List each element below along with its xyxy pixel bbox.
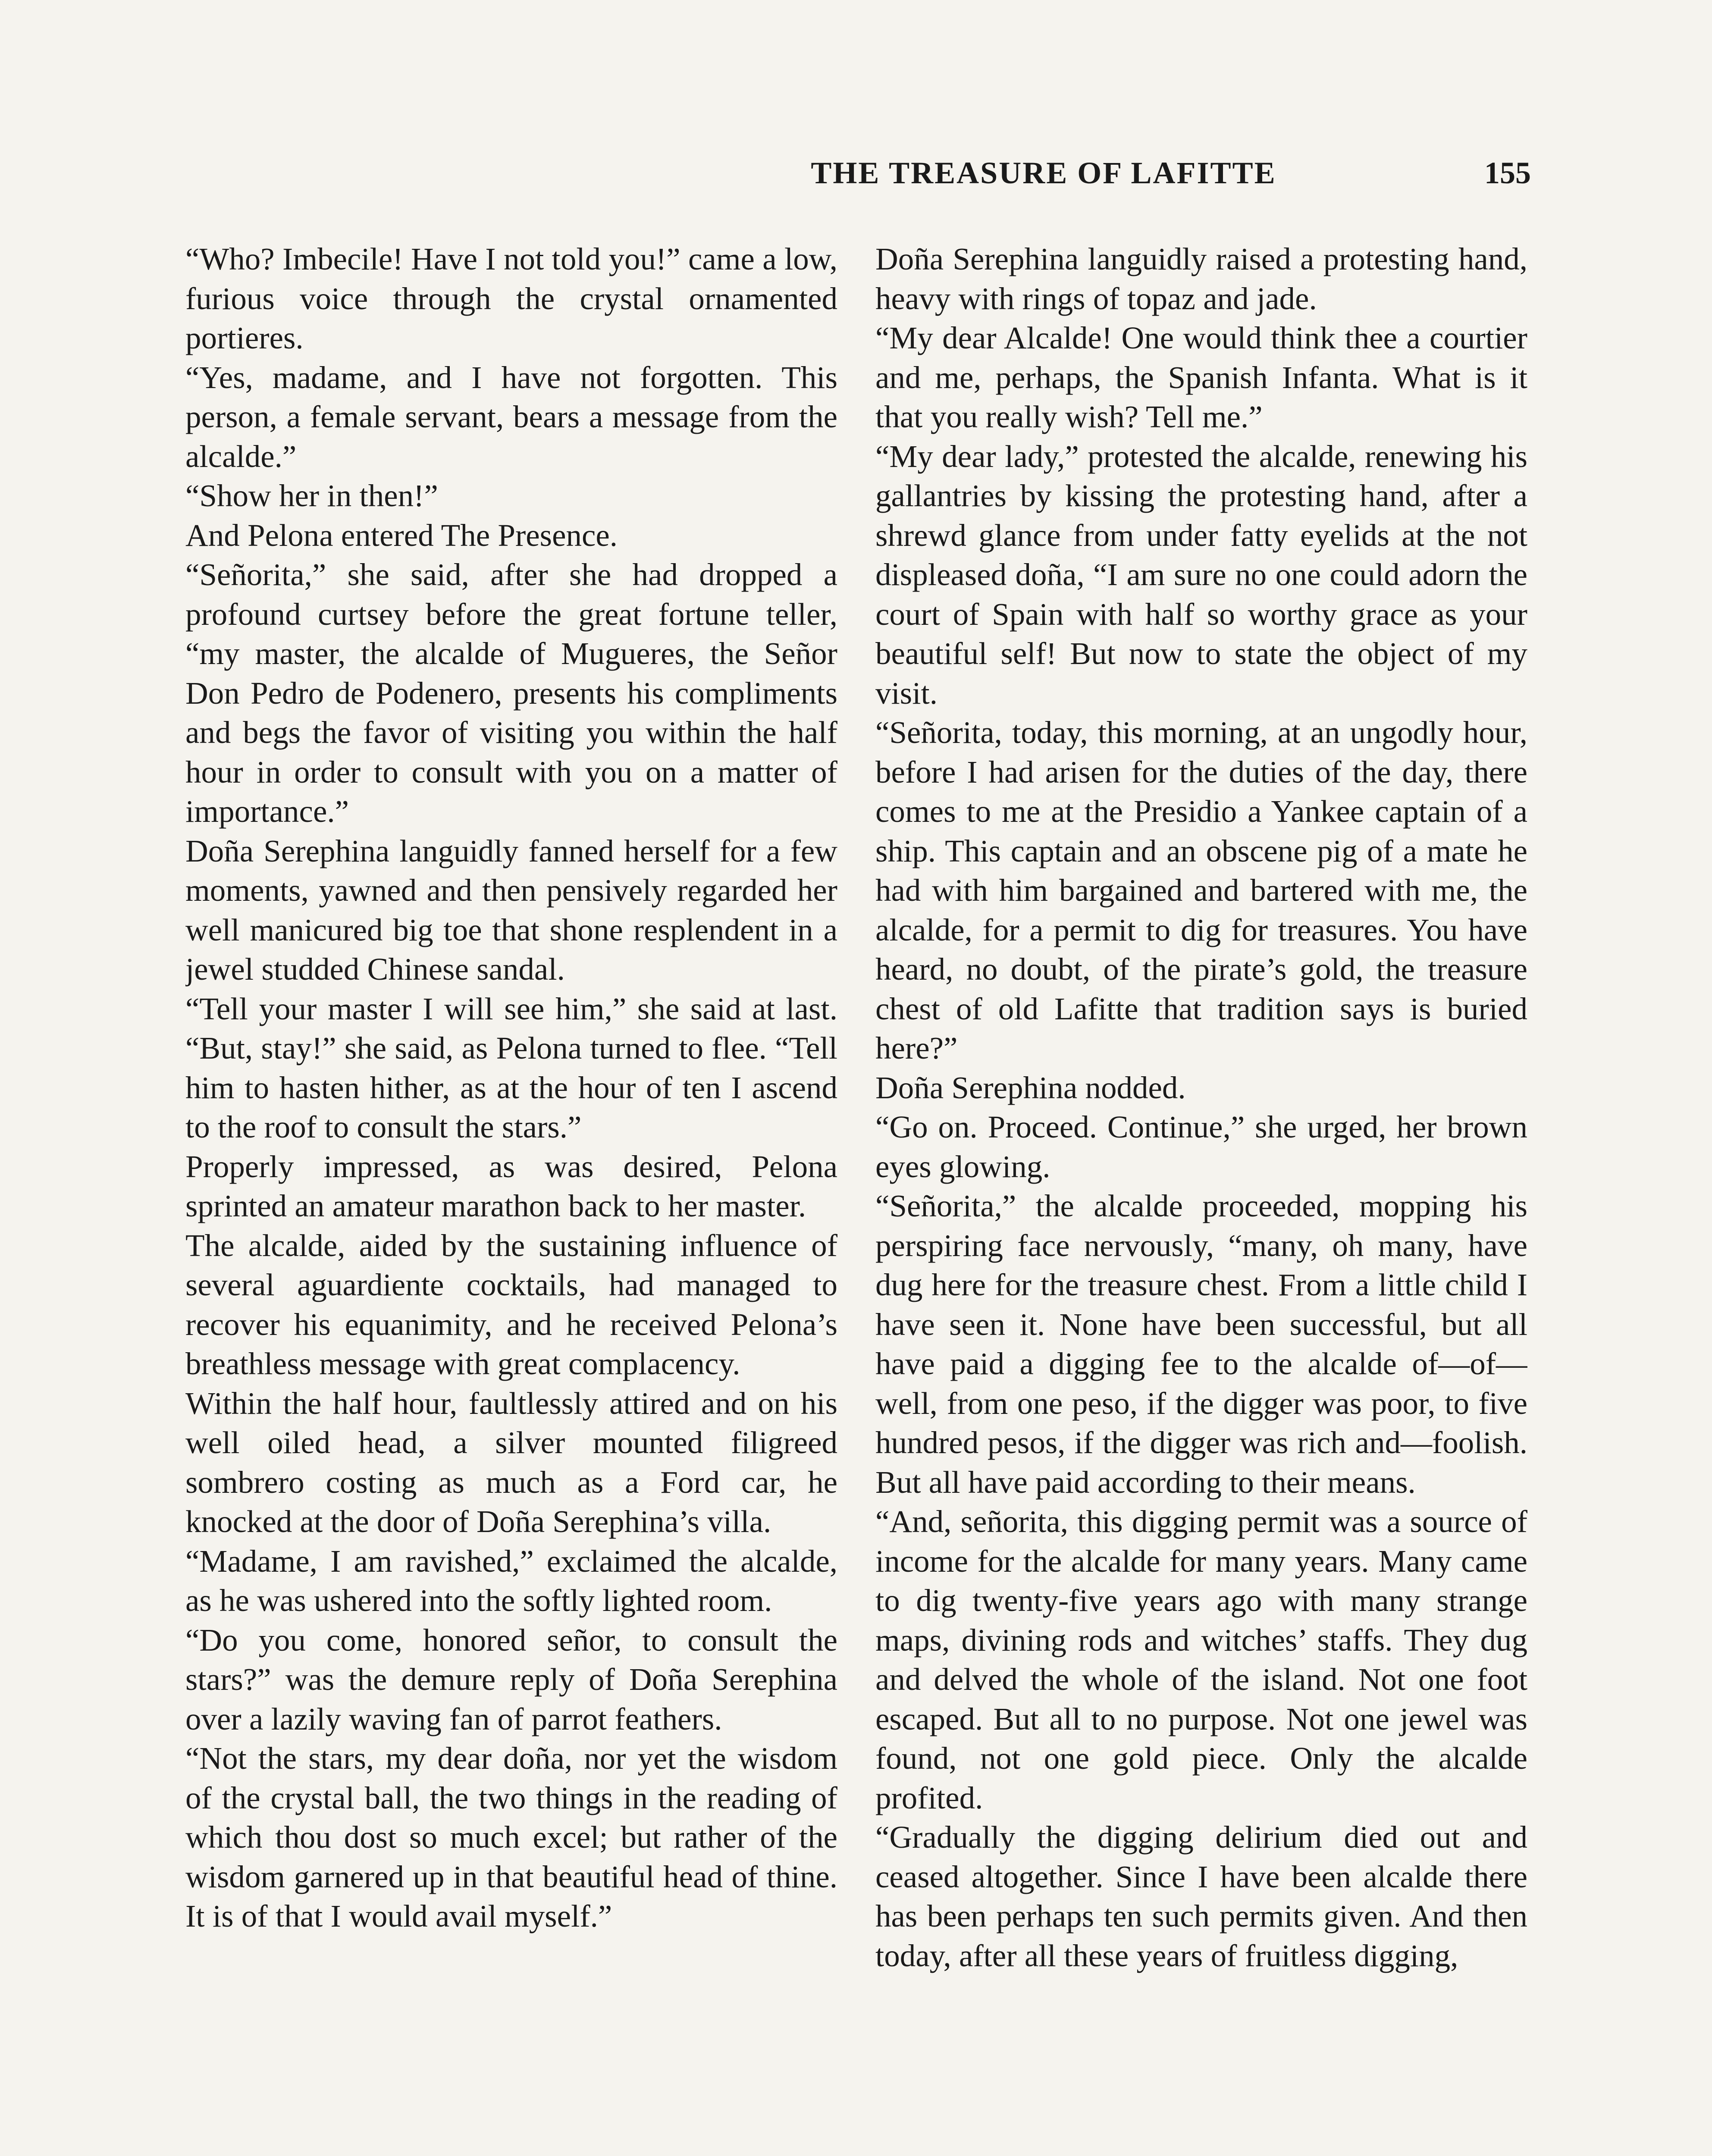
paragraph: “Not the stars, my dear doña, nor yet the wisdom of the crystal ball, the two things in the reading of which thou dost so much excel; but rather of the wisdom garnered up in that beautiful head of thine. It is of that I would avail myself.” — [185, 1741, 837, 1934]
paragraph: “My dear Alcalde! One would think thee a courtier and me, perhaps, the Spanish Infanta. What is it that you really wish? Tell me.” — [875, 320, 1527, 434]
paragraph: “And, señorita, this digging permit was a source of income for the alcalde for many years. Many came to dig twenty-five years ago with many strange maps, divining rods and witches’ staffs. They dug and delved the whole of the island. Not one foot escaped. But all to no purpose. Not one jewel was found, not one gold piece. Only the alcalde profited. — [875, 1504, 1527, 1815]
paragraph: Doña Serephina languidly raised a protesting hand, heavy with rings of topaz and jade. — [875, 241, 1527, 316]
paragraph: “Do you come, honored señor, to consult the stars?” was the demure reply of Doña Serephina over a lazily waving fan of parrot feathers. — [185, 1622, 837, 1736]
paragraph: “Who? Imbecile! Have I not told you!” came a low, furious voice through the crystal ornamented portieres. — [185, 241, 837, 355]
paragraph: “Tell your master I will see him,” she said at last. “But, stay!” she said, as Pelona turned to flee. “Tell him to hasten hither, as at the hour of ten I ascend to the roof to consult the stars.” — [185, 991, 837, 1144]
paragraph: “My dear lady,” protested the alcalde, renewing his gallantries by kissing the protesting hand, after a shrewd glance from under fatty eyelids at the not displeased doña, “I am sure no one could adorn the court of Spain with half so worthy grace as your beautiful self! But now to state the object of my visit. — [875, 439, 1527, 711]
paragraph: “Show her in then!” — [185, 478, 438, 513]
paragraph: “Señorita,” the alcalde proceeded, mopping his perspiring face nervously, “many, oh many, have dug here for the treasure chest. From a little child I have seen it. None have been successful, but all have paid a digging fee to the alcalde of—of— well, from one peso, if the digger was poor, to five hundred pesos, if the digger was rich and—foolish. But all have paid according to their means. — [875, 1188, 1527, 1500]
paragraph: Properly impressed, as was desired, Pelona sprinted an amateur marathon back to her master. — [185, 1149, 837, 1223]
paragraph: “Gradually the digging delirium died out and ceased altogether. Since I have been alcalde there has been perhaps ten such permits given. And then today, after all these years of fruitless digging, — [875, 1820, 1527, 1973]
paragraph: “Go on. Proceed. Continue,” she urged, her brown eyes glowing. — [875, 1109, 1527, 1184]
paragraph: Doña Serephina languidly fanned herself for a few moments, yawned and then pensively regarded her well manicured big toe that shone resplendent in a jewel studded Chinese sandal. — [185, 833, 837, 987]
text-column-left — [185, 239, 837, 2156]
paragraph: And Pelona entered The Presence. — [185, 517, 618, 553]
paragraph: “Señorita, today, this morning, at an ungodly hour, before I had arisen for the duties of the day, there comes to me at the Presidio a Yankee captain of a ship. This captain and an obscene pig of a mate he had with him bargained and bartered with me, the alcalde, for a permit to dig for treasures. You have heard, no doubt, of the pirate’s gold, the treasure chest of old Lafitte that tradition says is buried here?” — [875, 715, 1527, 1065]
paragraph: Within the half hour, faultlessly attired and on his well oiled head, a silver mounted filigreed sombrero costing as much as a Ford car, he knocked at the door of Doña Serephina’s villa. — [185, 1385, 837, 1539]
paragraph: “Señorita,” she said, after she had dropped a profound curtsey before the great fortune teller, “my master, the alcalde of Mugueres, the Señor Don Pedro de Podenero, presents his compliments and begs the favor of visiting you within the half hour in order to consult with you on a matter of importance.” — [185, 557, 837, 829]
text-column-right — [875, 239, 1527, 2156]
paragraph: “Yes, madame, and I have not forgotten. This person, a female servant, bears a message from the alcalde.” — [185, 360, 837, 474]
running-head-title: THE TREASURE OF LAFITTE — [811, 156, 1276, 190]
paragraph: The alcalde, aided by the sustaining influence of several aguardiente cocktails, had managed to recover his equanimity, and he received Pelona’s breathless message with great complacency. — [185, 1228, 837, 1381]
paragraph: “Madame, I am ravished,” exclaimed the alcalde, as he was ushered into the softly lighted room. — [185, 1543, 837, 1618]
paragraph: Doña Serephina nodded. — [875, 1070, 1186, 1105]
page-number: 155 — [1484, 156, 1531, 190]
